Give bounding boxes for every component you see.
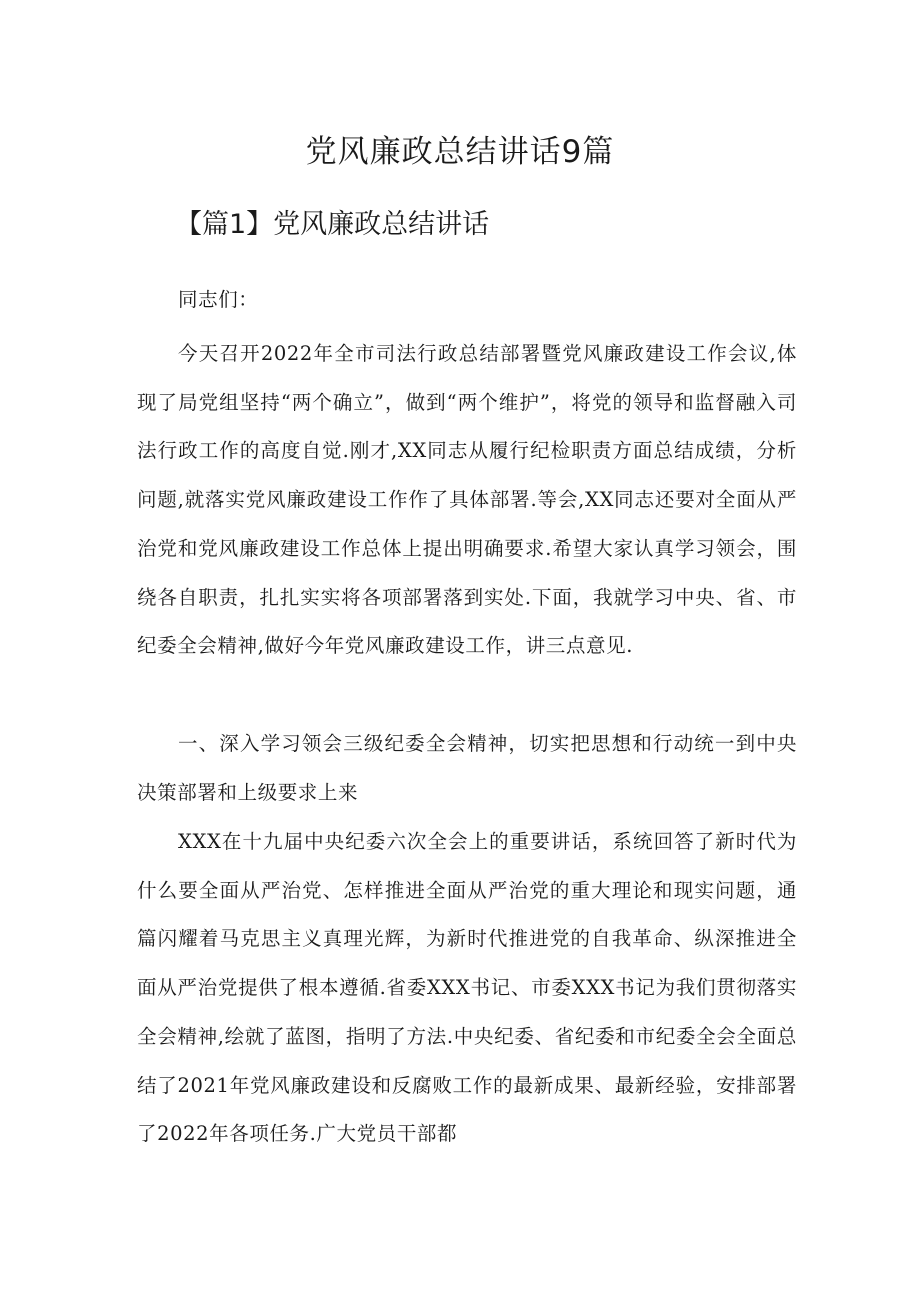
document-title: 党风廉政总结讲话9篇: [305, 134, 615, 170]
section-title: 【篇1】党风廉政总结讲话: [175, 209, 490, 240]
heading-paragraph-1: 一、深入学习领会三级纪委全会精神，切实把思想和行动统一到中央决策部署和上级要求上来: [137, 732, 797, 804]
greeting-paragraph: 同志们：: [178, 288, 259, 311]
body-paragraph-1: 今天召开2022年全市司法行政总结部署暨党风廉政建设工作会议,体现了局党组坚持“两个确立”，做到“两个维护”，将党的领导和监督融入司法行政工作的高度自觉.刚才,XX同志从履行纪检职责方面总结成绩，分析问题,就落实党风廉政建设工作作了具体部署.等会,XX同志还要对全面从严治党和党风廉政建设工作总体上提出明确要求.希望大家认真学习领会，围绕各自职责，扎扎实实将各项部署落到实处.下面，我就学习中央、省、市纪委全会精神,做好今年党风廉政建设工作，讲三点意见.: [137, 342, 797, 658]
body-paragraph-2: XXX在十九届中央纪委六次全会上的重要讲话，系统回答了新时代为什么要全面从严治党、怎样推进全面从严治党的重大理论和现实问题，通篇闪耀着马克思主义真理光辉，为新时代推进党的自我革命、纵深推进全面从严治党提供了根本遵循.省委XXX书记、市委XXX书记为我们贯彻落实全会精神,绘就了蓝图，指明了方法.中央纪委、省纪委和市纪委全会全面总结了2021年党风廉政建设和反腐败工作的最新成果、最新经验，安排部署了2022年各项任务.广大党员干部都: [137, 830, 797, 1146]
